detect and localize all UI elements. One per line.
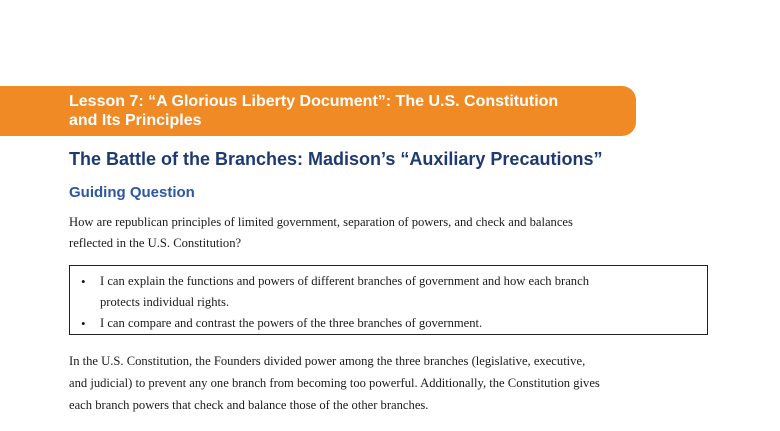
objective-line: I can explain the functions and powers of different branches of government and how each branch	[100, 274, 589, 288]
bullet-icon: •	[81, 274, 86, 289]
intro-paragraph	[69, 350, 719, 416]
section-title: The Battle of the Branches: Madison’s “Auxiliary Precautions”	[69, 149, 603, 169]
guiding-question-text	[69, 212, 709, 254]
learning-objectives-box	[69, 265, 708, 335]
objective-item	[80, 271, 697, 313]
guiding-question-line-2: reflected in the U.S. Constitution?	[69, 236, 242, 250]
lesson-title-line-1: Lesson 7: “A Glorious Liberty Document”: The U.S. Constitution	[69, 93, 559, 110]
bullet-icon: •	[81, 316, 86, 331]
lesson-title-line-2: and Its Principles	[69, 112, 202, 129]
guiding-question-line-1: How are republican principles of limited government, separation of powers, and check and balances	[69, 215, 573, 229]
paragraph-line-1: In the U.S. Constitution, the Founders divided power among the three branches (legislative, executive,	[69, 354, 586, 368]
lesson-banner	[0, 86, 636, 136]
objective-line: I can compare and contrast the powers of the three branches of government.	[100, 316, 483, 330]
guiding-question-heading: Guiding Question	[69, 184, 195, 201]
paragraph-line-2: and judicial) to prevent any one branch from becoming too powerful. Additionally, the Constitution gives	[69, 376, 600, 390]
paragraph-line-3: each branch powers that check and balance those of the other branches.	[69, 398, 429, 412]
objective-line: protects individual rights.	[100, 295, 230, 309]
objective-item	[80, 313, 697, 334]
